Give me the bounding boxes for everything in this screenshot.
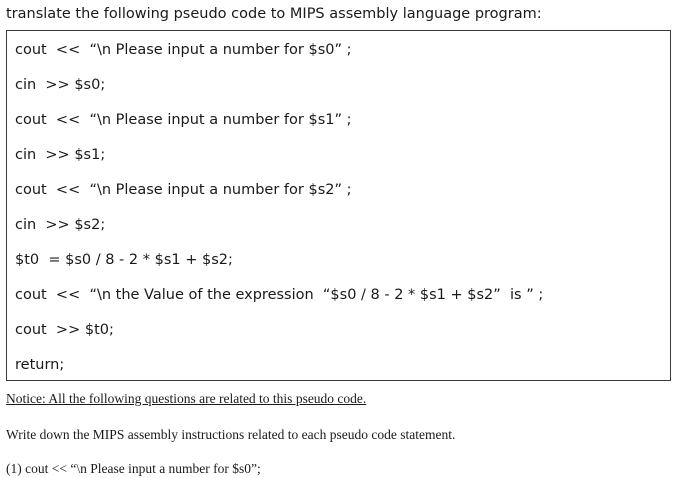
notice-text: Notice: All the following questions are related to this pseudo code. [6,391,367,406]
code-line: cout << “\n the Value of the expression “$s0 / 8 - 2 * $s1 + $s2” is ” ; [15,287,544,303]
code-line: cout >> $t0; [15,322,114,338]
pseudo-code-box [6,30,671,381]
question-item: (1) cout << “\n Please input a number for $s0”; [6,461,261,476]
code-line: cout << “\n Please input a number for $s2” ; [15,182,352,198]
code-line: cin >> $s1; [15,147,106,163]
instruction-text: Write down the MIPS assembly instructions related to each pseudo code statement. [6,427,456,442]
code-line: cout << “\n Please input a number for $s1” ; [15,112,352,128]
question-heading: translate the following pseudo code to MIPS assembly language program: [6,6,542,22]
code-line: cin >> $s2; [15,217,106,233]
code-line: return; [15,357,65,373]
code-line: cout << “\n Please input a number for $s0” ; [15,42,352,58]
code-line: $t0 = $s0 / 8 - 2 * $s1 + $s2; [15,252,233,268]
code-line: cin >> $s0; [15,77,106,93]
